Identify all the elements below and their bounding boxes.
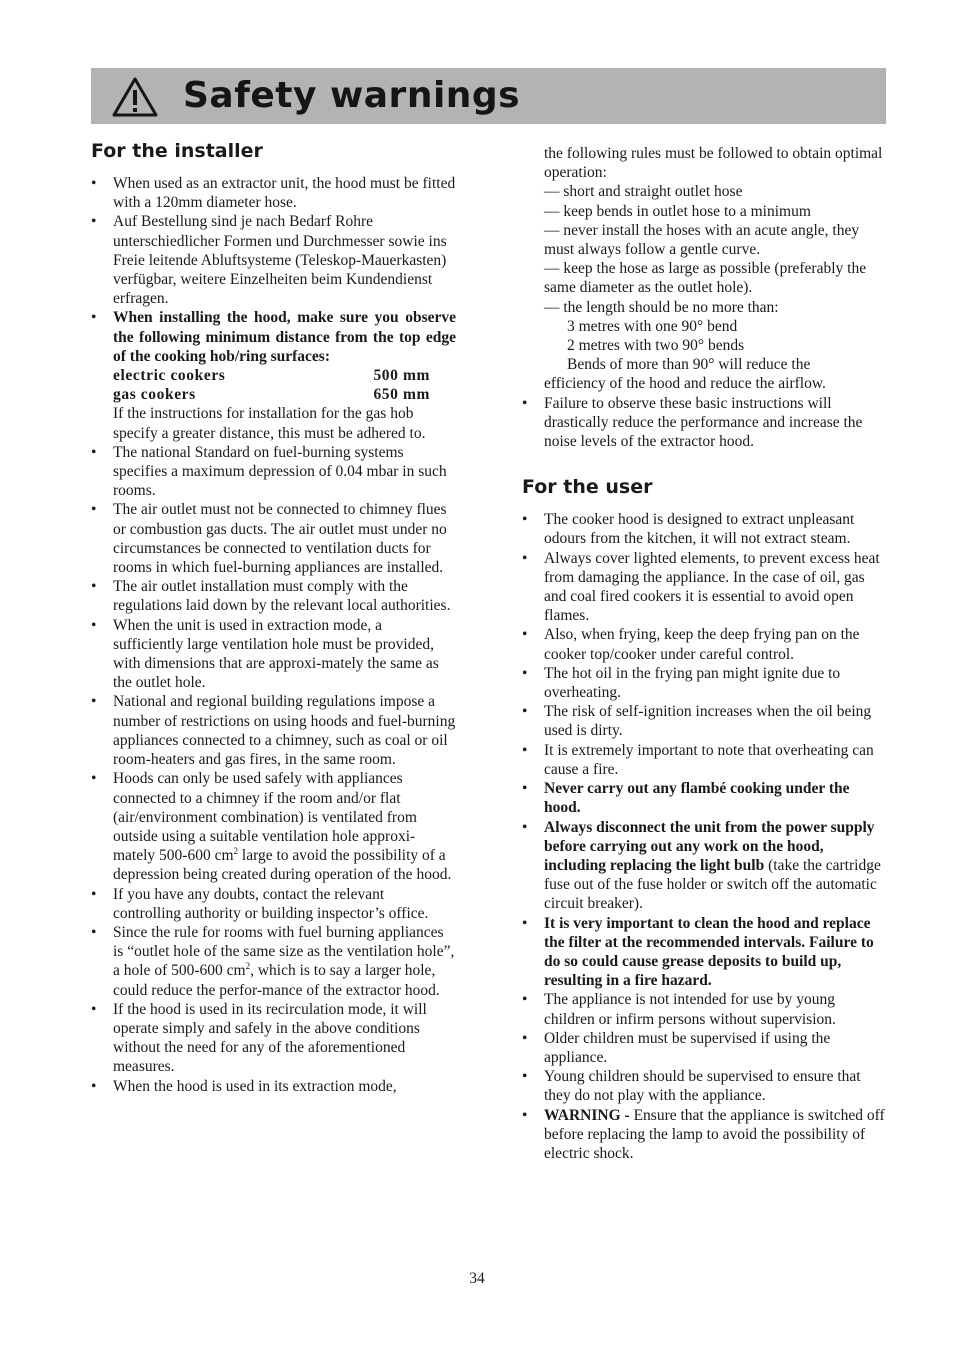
gas-hob-note: If the instructions for installation for the gas hob specify a greater distance, this must be adhered to. [113, 405, 426, 442]
list-item: • Failure to observe these basic instructions will drastically reduce the performance and increase the noise levels of the extractor hood. [522, 394, 887, 452]
page-number: 34 [469, 1270, 485, 1287]
installer-heading: For the installer [91, 140, 263, 162]
list-item: • National and regional building regulations impose a number of restrictions on using hoods and fuel-burning appliances connected to a chimney, such as coal or oil room-heaters and gas fires, in the same room. [91, 692, 456, 769]
list-item: • WARNING - Ensure that the appliance is switched off before replacing the lamp to avoid the possibility of electric shock. [522, 1106, 887, 1164]
list-item: • The hot oil in the frying pan might ignite due to overheating. [522, 664, 887, 702]
list-item: • The air outlet must not be connected to chimney flues or combustion gas ducts. The air outlet must under no circumstances be connected to ventilation ducts for rooms in which fuel-burning appliances are installed. [91, 500, 456, 577]
list-item: • If you have any doubts, contact the relevant controlling authority or building inspector’s office. [91, 885, 456, 923]
list-item: • When the unit is used in extraction mode, a sufficiently large ventilation hole must be provided, with dimensions that are approxi-mately the same as the outlet hole. [91, 616, 456, 693]
list-item: • The national Standard on fuel-burning systems specifies a maximum depression of 0.04 mbar in such rooms. [91, 443, 456, 501]
list-item: • Since the rule for rooms with fuel burning appliances is “outlet hole of the same size as the ventilation hole”, a hole of 500-600 $cm^2$, which is to say a larger hole, could reduce the perfor-mance of the extractor hood. [91, 923, 456, 1000]
extraction-rules: the following rules must be followed to obtain optimal operation: — short and straight outlet hose — keep bends in outlet hose to a minimum — never install the hoses with an acute angle, they must always follow a gentle curve. — keep the hose as large as possible (preferably the same diameter as the outlet hole). — the length should be no more than: 3 metres with one 90° bend 2 metres with two 90° bends Bends of more than 90° will reduce the efficiency of the hood and reduce the airflow. [544, 145, 883, 393]
user-list [522, 510, 887, 1163]
title-banner [91, 68, 886, 124]
spec-row-electric: electric cookers 500 mm [113, 367, 430, 385]
list-item: • The risk of self-ignition increases when the oil being used is dirty. [522, 702, 887, 740]
installer-list [91, 174, 456, 1096]
list-item: • When the hood is used in its extraction mode, [91, 1077, 456, 1096]
list-item: • Never carry out any flambé cooking under the hood. [522, 779, 887, 817]
list-item: • Also, when frying, keep the deep frying pan on the cooker top/cooker under careful control. [522, 625, 887, 663]
list-item: • It is extremely important to note that overheating can cause a fire. [522, 741, 887, 779]
spec-row-gas: gas cookers 650 mm [113, 386, 430, 404]
distance-instruction: • When installing the hood, make sure you observe the following minimum distance from the top edge of the cooking hob/ring surfaces: [113, 309, 456, 365]
list-item: • Auf Bestellung sind je nach Bedarf Rohre unterschiedlicher Formen und Durchmesser sowie ins Freie leitende Abluftsysteme (Teleskop-Mauerkasten) verfügbar, weitere Einzelheiten beim Kundendienst erfragen. [91, 212, 456, 308]
user-heading: For the user [522, 476, 653, 499]
list-item: • The air outlet installation must comply with the regulations laid down by the relevant local authorities. [91, 577, 456, 615]
extraction-list [522, 394, 887, 452]
list-item: • Always cover lighted elements, to prevent excess heat from damaging the appliance. In the case of oil, gas and coal fired cookers it is essential to avoid open flames. [522, 549, 887, 626]
list-item: • Always disconnect the unit from the power supply before carrying out any work on the hood, including replacing the light bulb (take the cartridge fuse out of the fuse holder or switch off the automatic circuit breaker). [522, 818, 887, 914]
list-item: • If the hood is used in its recirculation mode, it will operate simply and safely in the above conditions without the need for any of the aforementioned measures. [91, 1000, 456, 1077]
list-item [91, 308, 456, 442]
installer-section [91, 140, 456, 1096]
page-title: Safety warnings [183, 75, 521, 116]
warning-triangle-icon [111, 76, 159, 118]
list-item: • Older children must be supervised if using the appliance. [522, 1029, 887, 1067]
list-item: • Young children should be supervised to ensure that they do not play with the appliance. [522, 1067, 887, 1105]
list-item: • When used as an extractor unit, the hood must be fitted with a 120mm diameter hose. [91, 174, 456, 212]
list-item: • It is very important to clean the hood and replace the filter at the recommended intervals. Failure to do so could cause grease deposits to build up, resulting in a fire hazard. [522, 914, 887, 991]
list-item: • The cooker hood is designed to extract unpleasant odours from the kitchen, it will not extract steam. [522, 510, 887, 548]
right-column [522, 144, 887, 1163]
list-item: • Hoods can only be used safely with appliances connected to a chimney if the room and/or flat (air/environment combination) is ventilated from outside using a suitable ventilation hole approxi-mately 500-600 $cm^2$ large to avoid the possibility of a depression being created during operation of the hood. [91, 769, 456, 884]
list-item: • The appliance is not intended for use by young children or infirm persons without supervision. [522, 990, 887, 1028]
